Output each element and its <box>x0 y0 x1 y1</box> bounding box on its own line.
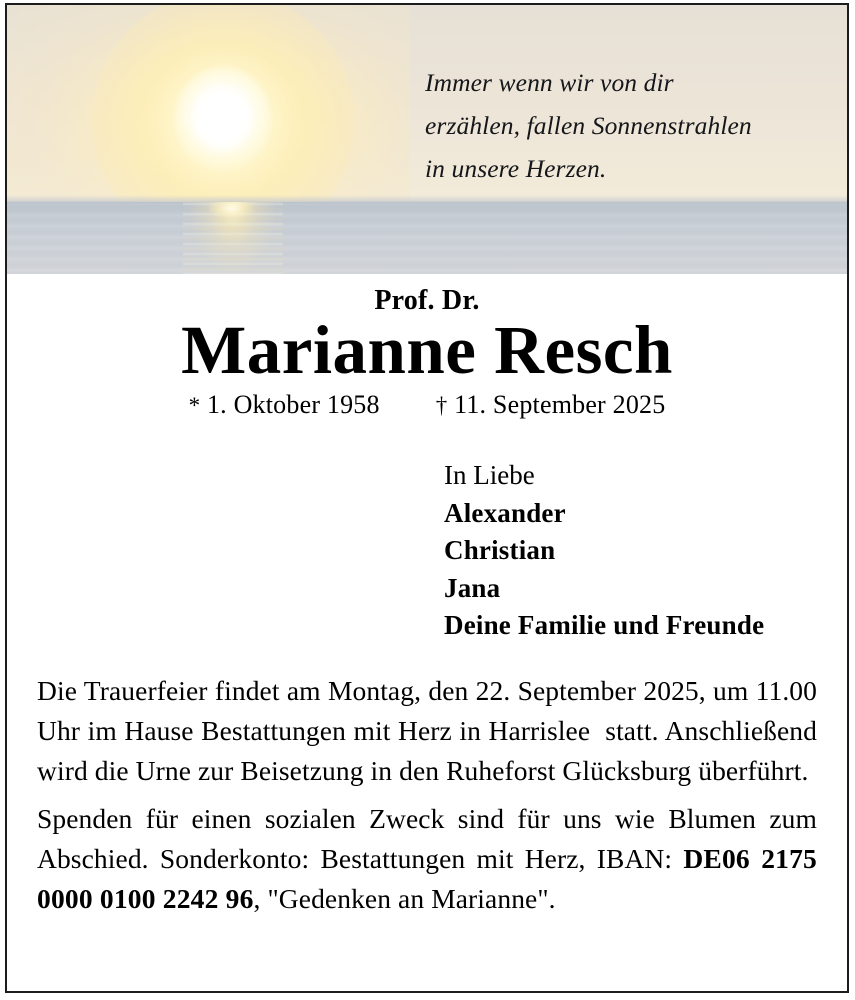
death-date-value: 11. September 2025 <box>454 390 666 419</box>
memorial-verse <box>425 61 825 190</box>
donation-iban: DE06 2175 0000 0100 2242 96 <box>37 843 817 914</box>
ceremony-paragraph <box>37 671 817 791</box>
donation-paragraph <box>37 799 817 919</box>
sun-core-highlight <box>193 87 251 149</box>
sea-surface <box>7 202 847 274</box>
body-text-block <box>37 671 817 919</box>
sea-ripple-texture <box>7 202 847 274</box>
verse-line-1: Immer wenn wir von dir <box>425 68 674 97</box>
mourners-block <box>444 457 764 645</box>
deceased-full-name: Marianne Resch <box>181 312 673 388</box>
verse-line-3: in unsere Herzen. <box>425 154 607 183</box>
birth-date-value: 1. Oktober 1958 <box>206 390 380 419</box>
ceremony-text-part2: statt. Anschließend wird die Urne zur Beisetzung in den Ruheforst Glücksburg überführt. <box>37 715 818 786</box>
deceased-name-block <box>7 277 847 421</box>
mourners-intro: In Liebe <box>444 460 535 490</box>
sunset-photo-banner <box>7 5 847 274</box>
death-date <box>436 390 666 419</box>
donation-text-part1: Spenden für einen sozialen Zweck sind für uns wie Blumen zum Abschied. Sonderkonto: Bestattungen mit Herz, IBAN: <box>37 803 817 874</box>
birth-date <box>189 390 380 419</box>
mourner-name-3: Jana <box>444 572 501 603</box>
death-cross-icon: † <box>435 393 448 418</box>
mourner-name-2: Christian <box>444 535 556 565</box>
obituary-card <box>5 3 849 993</box>
mourner-name-4: Deine Familie und Freunde <box>444 610 765 640</box>
birth-star-icon: * <box>188 393 201 418</box>
life-dates <box>7 390 847 421</box>
ceremony-text-part1: Die Trauerfeier findet am Montag, den 22. September 2025, um 11.00 Uhr im Hause Bestattungen mit Herz in Harrislee <box>37 675 817 746</box>
ceremony-text-gap <box>590 715 605 746</box>
mourner-name-1: Alexander <box>444 497 566 528</box>
honorific-title: Prof. Dr. <box>374 285 480 316</box>
verse-line-2: erzählen, fallen Sonnenstrahlen <box>425 111 752 140</box>
sun-reflection-highlight <box>209 202 253 220</box>
donation-text-part2: , "Gedenken an Marianne". <box>253 883 556 914</box>
